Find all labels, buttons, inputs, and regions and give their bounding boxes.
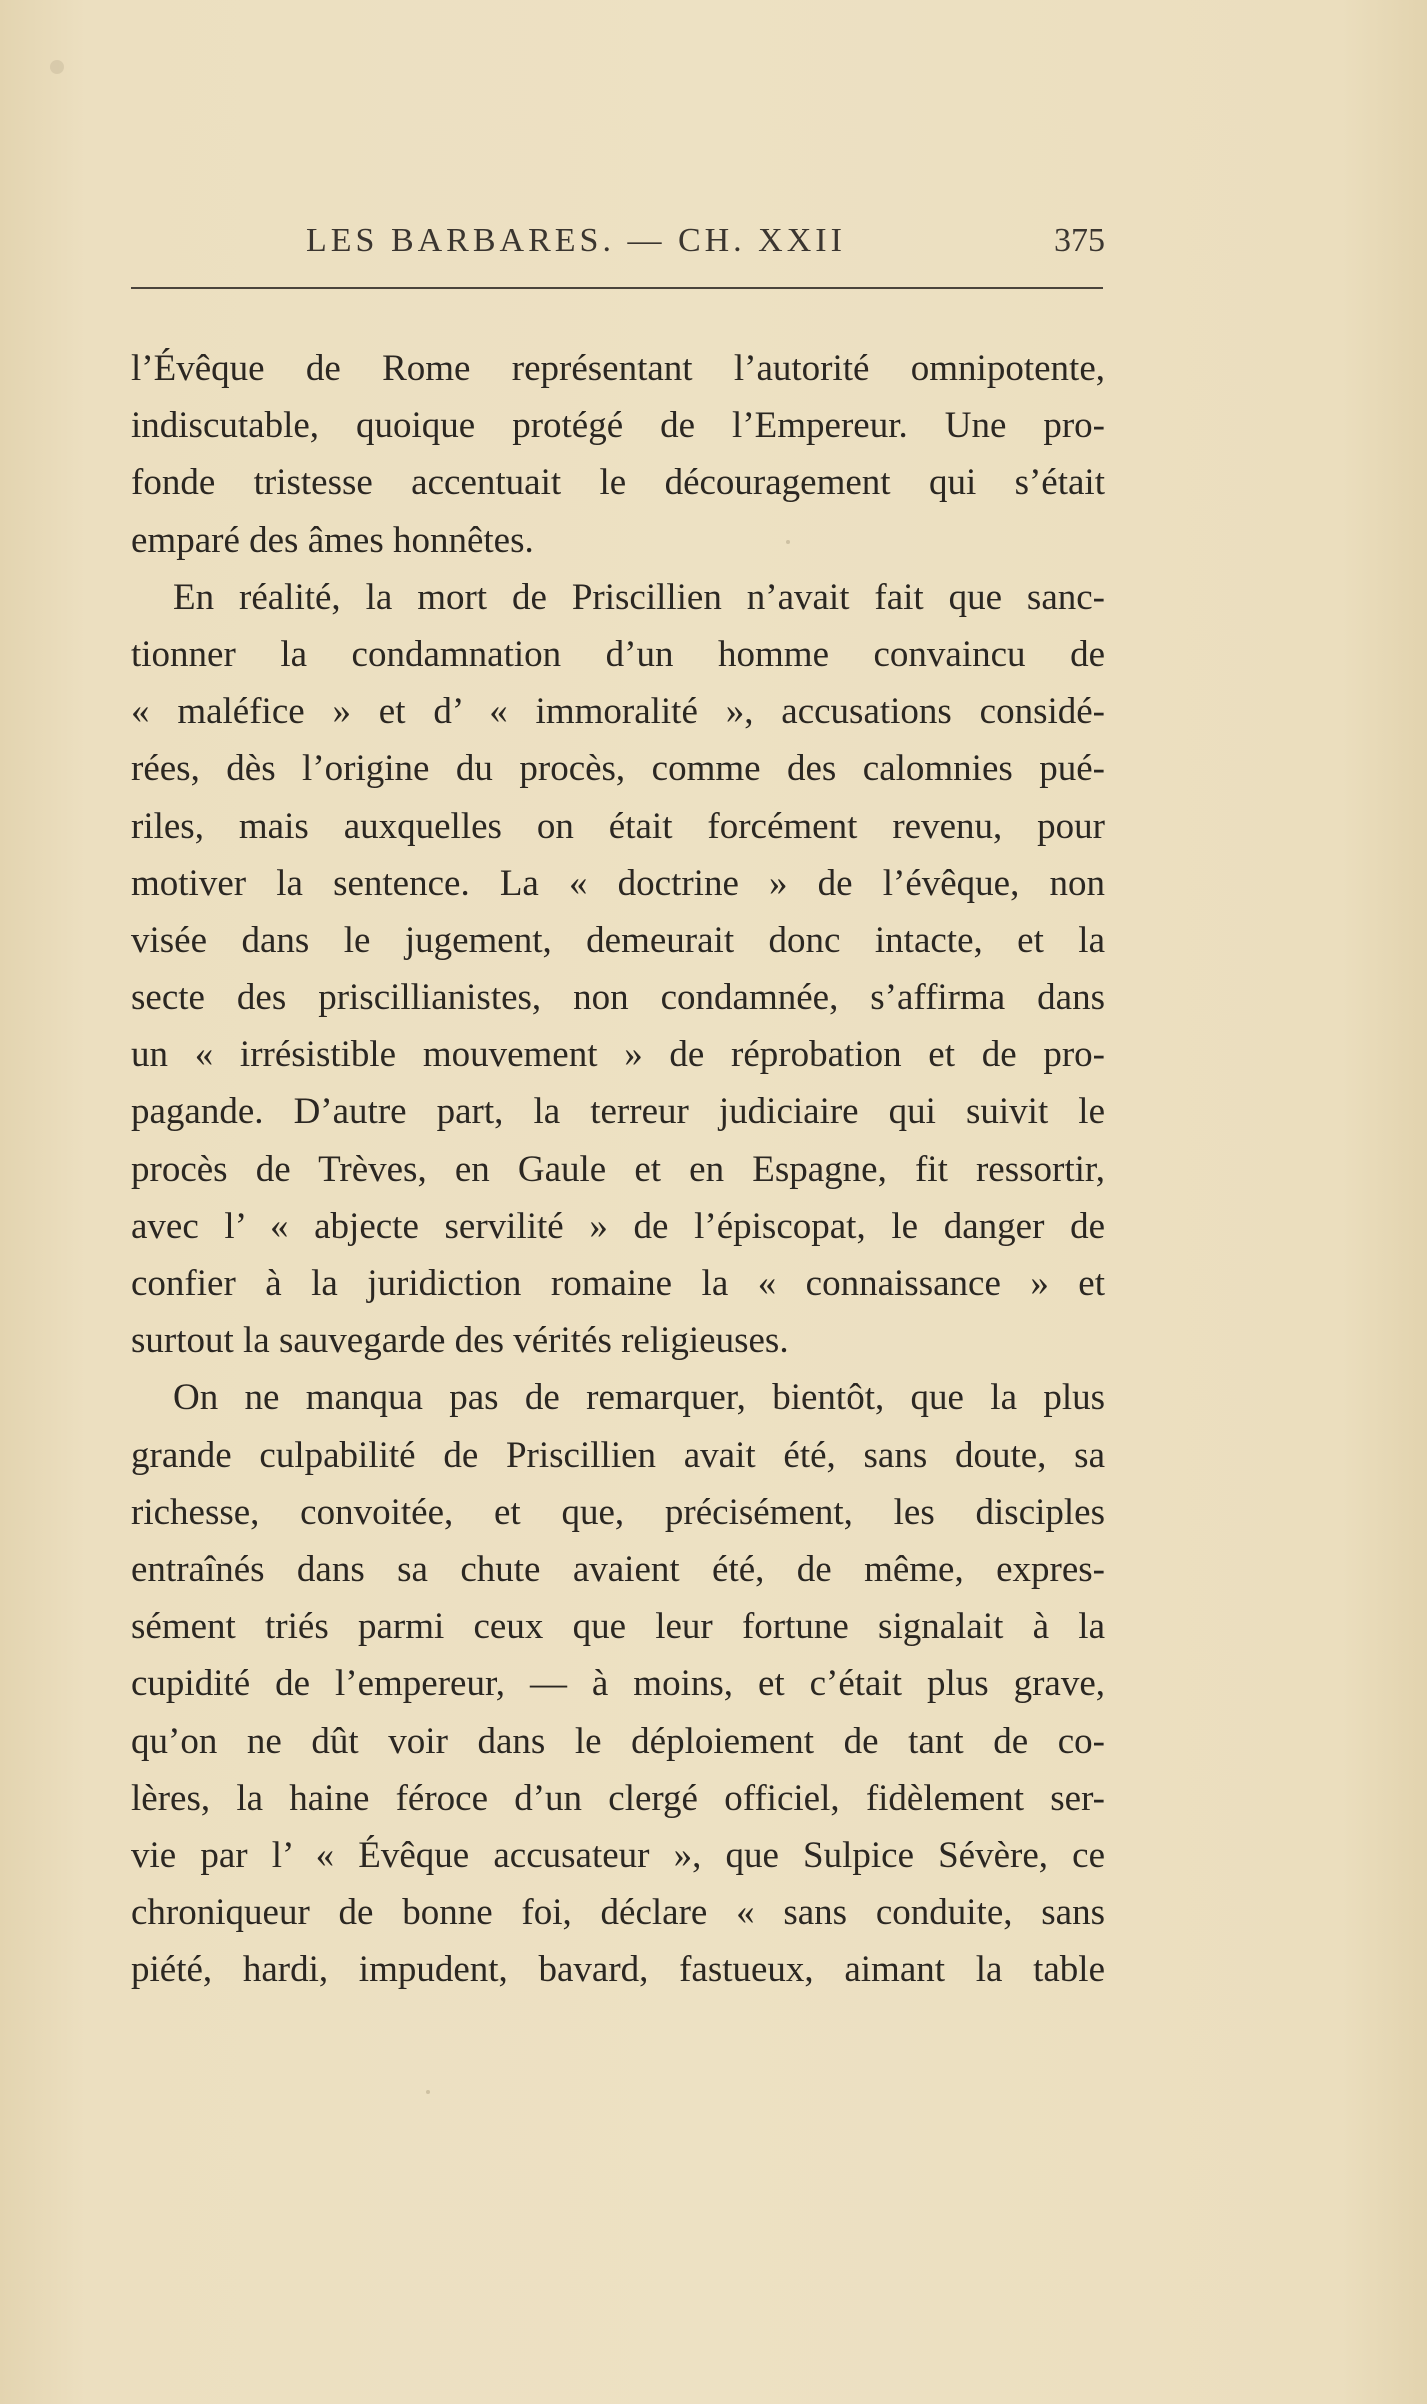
text-line: cupidité de l’empereur, — à moins, et c’était plus grave, <box>131 1663 1105 1705</box>
running-head <box>131 222 1105 272</box>
text-line: secte des priscillianistes, non condamnée, s’affirma dans <box>131 977 1105 1019</box>
text-line: qu’on ne dût voir dans le déploiement de tant de co- <box>131 1720 1105 1762</box>
text-line: « maléfice » et d’ « immoralité », accusations considé- <box>131 691 1105 733</box>
paper-speck <box>786 540 790 544</box>
text-line: l’Évêque de Rome représentant l’autorité omnipotente, <box>131 348 1105 389</box>
text-line: indiscutable, quoique protégé de l’Empereur. Une pro- <box>131 405 1105 447</box>
text-line: entraînés dans sa chute avaient été, de même, expres- <box>131 1548 1105 1590</box>
text-line: procès de Trèves, en Gaule et en Espagne, fit ressortir, <box>131 1148 1105 1190</box>
header-rule <box>131 287 1103 289</box>
text-line: rées, dès l’origine du procès, comme des calomnies pué- <box>131 748 1105 790</box>
text-line: chroniqueur de bonne foi, déclare « sans conduite, sans <box>131 1892 1105 1934</box>
text-line: lères, la haine féroce d’un clergé officiel, fidèlement ser- <box>131 1777 1105 1819</box>
running-head-title: LES BARBARES. — CH. XXII <box>306 222 846 259</box>
text-line: confier à la juridiction romaine la « connaissance » et <box>131 1263 1105 1304</box>
text-line: fonde tristesse accentuait le découragement qui s’était <box>131 462 1105 504</box>
text-line: pagande. D’autre part, la terreur judiciaire qui suivit le <box>131 1091 1105 1133</box>
text-line: un « irrésistible mouvement » de réprobation et de pro- <box>131 1034 1105 1076</box>
paper-speck <box>426 2090 430 2094</box>
text-line: sément triés parmi ceux que leur fortune signalait à la <box>131 1606 1105 1648</box>
text-line: surtout la sauvegarde des vérités religieuses. <box>131 1320 789 1362</box>
text-line: visée dans le jugement, demeurait donc intacte, et la <box>131 919 1105 961</box>
body-text <box>131 340 1105 1998</box>
paper-speck <box>50 60 64 74</box>
text-line: piété, hardi, impudent, bavard, fastueux, aimant la table <box>131 1949 1105 1991</box>
page-number: 375 <box>1054 222 1105 259</box>
text-line: richesse, convoitée, et que, précisément, les disciples <box>131 1491 1105 1533</box>
text-line: avec l’ « abjecte servilité » de l’épiscopat, le danger de <box>131 1205 1105 1247</box>
text-line: emparé des âmes honnêtes. <box>131 519 534 561</box>
text-line: motiver la sentence. La « doctrine » de l’évêque, non <box>131 862 1105 904</box>
text-line: vie par l’ « Évêque accusateur », que Sulpice Sévère, ce <box>131 1834 1105 1876</box>
text-line: En réalité, la mort de Priscillien n’avait fait que sanc- <box>173 576 1105 618</box>
text-line: grande culpabilité de Priscillien avait été, sans doute, sa <box>131 1434 1105 1476</box>
text-line: tionner la condamnation d’un homme convaincu de <box>131 633 1105 675</box>
text-line: On ne manqua pas de remarquer, bientôt, que la plus <box>173 1377 1105 1419</box>
text-line: riles, mais auxquelles on était forcément revenu, pour <box>131 805 1105 847</box>
